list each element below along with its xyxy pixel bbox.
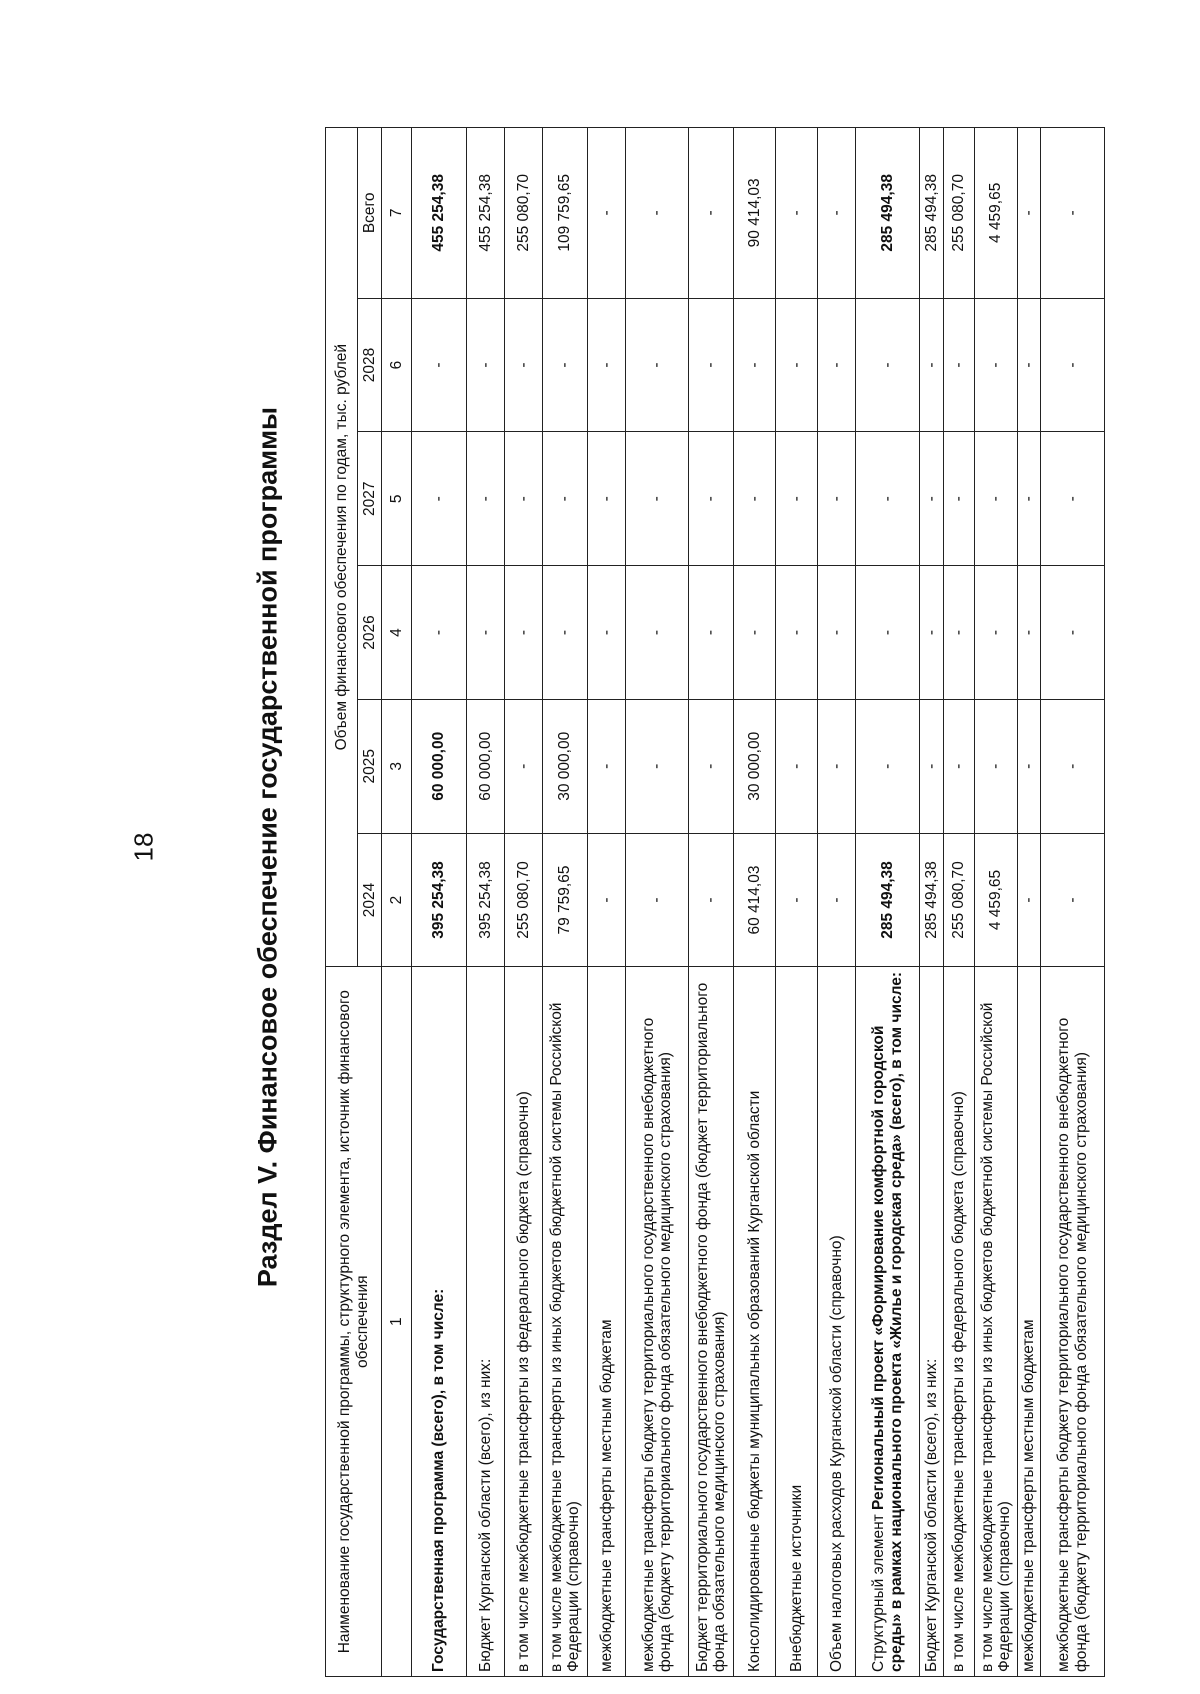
header-year: 2024 [358, 833, 382, 967]
cell-2025: 30 000,00 [733, 699, 775, 833]
row-name [856, 967, 920, 1677]
cell-2024: 60 414,03 [733, 833, 775, 967]
row-name-prefix: Структурный элемент [870, 1509, 888, 1672]
cell-2027: - [943, 432, 975, 566]
table-row [505, 128, 543, 1677]
col-number: 3 [382, 699, 412, 833]
cell-2028: - [856, 298, 920, 432]
cell-total: - [818, 128, 856, 299]
table-row [856, 128, 920, 1677]
cell-total: - [776, 128, 818, 299]
cell-2026: - [467, 566, 505, 700]
row-name: Консолидированные бюджеты муниципальных образований Курганской области [733, 967, 775, 1677]
cell-2025: - [856, 699, 920, 833]
cell-2027: - [587, 432, 625, 566]
table-row [943, 128, 975, 1677]
row-name: в том числе межбюджетные трансферты из федерального бюджета (справочно) [943, 967, 975, 1677]
cell-total: 255 080,70 [943, 128, 975, 299]
cell-total: 455 254,38 [412, 128, 467, 299]
cell-total: 4 459,65 [975, 128, 1017, 299]
cell-2025: - [776, 699, 818, 833]
table-row [543, 128, 587, 1677]
cell-2025: 30 000,00 [543, 699, 587, 833]
cell-2024: - [1017, 833, 1041, 967]
table-row [818, 128, 856, 1677]
cell-2028: - [412, 298, 467, 432]
cell-2027: - [689, 432, 733, 566]
cell-2026: - [818, 566, 856, 700]
header-total: Всего [358, 128, 382, 299]
cell-2027: - [818, 432, 856, 566]
cell-2026: - [919, 566, 943, 700]
cell-2025: - [689, 699, 733, 833]
cell-2026: - [856, 566, 920, 700]
financing-table-wrapper [325, 127, 1105, 1677]
cell-2027: - [625, 432, 689, 566]
header-group: Объем финансового обеспечения по годам, тыс. рублей [326, 128, 358, 967]
row-name: Государственная программа (всего), в том числе: [412, 967, 467, 1677]
cell-2025: - [943, 699, 975, 833]
cell-2028: - [919, 298, 943, 432]
cell-2025: 60 000,00 [412, 699, 467, 833]
header-name-column: Наименование государственной программы, структурного элемента, источник финансового обеспечения [326, 967, 382, 1677]
page-number: 18 [128, 832, 159, 862]
cell-2027: - [467, 432, 505, 566]
cell-2028: - [733, 298, 775, 432]
cell-2024: 4 459,65 [975, 833, 1017, 967]
table-row [625, 128, 689, 1677]
cell-2028: - [467, 298, 505, 432]
table-row [467, 128, 505, 1677]
cell-2025: - [587, 699, 625, 833]
row-name: Внебюджетные источники [776, 967, 818, 1677]
cell-2028: - [975, 298, 1017, 432]
cell-total: 285 494,38 [919, 128, 943, 299]
header-year: 2026 [358, 566, 382, 700]
cell-2027: - [856, 432, 920, 566]
cell-2028: - [587, 298, 625, 432]
row-name: в том числе межбюджетные трансферты из федерального бюджета (справочно) [505, 967, 543, 1677]
row-name: межбюджетные трансферты бюджету территориального государственного внебюджетного фонда (бюджету территориального фонда обязательного медицинского страхования) [1041, 967, 1105, 1677]
cell-2025: - [818, 699, 856, 833]
cell-total: - [1017, 128, 1041, 299]
row-name: Бюджет Курганской области (всего), из них: [467, 967, 505, 1677]
cell-2027: - [412, 432, 467, 566]
cell-2026: - [543, 566, 587, 700]
cell-2027: - [733, 432, 775, 566]
row-name: межбюджетные трансферты местным бюджетам [1017, 967, 1041, 1677]
cell-2028: - [689, 298, 733, 432]
row-name: Объем налоговых расходов Курганской области (справочно) [818, 967, 856, 1677]
cell-2026: - [625, 566, 689, 700]
table-row [1041, 128, 1105, 1677]
column-numbers-row [382, 128, 412, 1677]
cell-2028: - [1041, 298, 1105, 432]
cell-2025: - [919, 699, 943, 833]
table-row [1017, 128, 1041, 1677]
header-year: 2025 [358, 699, 382, 833]
cell-2027: - [975, 432, 1017, 566]
cell-2024: - [776, 833, 818, 967]
cell-2024: 395 254,38 [467, 833, 505, 967]
col-number: 5 [382, 432, 412, 566]
cell-2024: - [587, 833, 625, 967]
cell-2024: - [689, 833, 733, 967]
cell-2026: - [505, 566, 543, 700]
cell-2024: 255 080,70 [505, 833, 543, 967]
cell-total: - [689, 128, 733, 299]
col-number: 4 [382, 566, 412, 700]
table-row [689, 128, 733, 1677]
col-number: 1 [382, 967, 412, 1677]
row-name: в том числе межбюджетные трансферты из иных бюджетов бюджетной системы Российской Федерации (справочно) [543, 967, 587, 1677]
cell-2024: - [818, 833, 856, 967]
cell-2026: - [1017, 566, 1041, 700]
col-number: 7 [382, 128, 412, 299]
col-number: 2 [382, 833, 412, 967]
table-row [733, 128, 775, 1677]
cell-total: - [587, 128, 625, 299]
cell-total: - [625, 128, 689, 299]
cell-total: - [1041, 128, 1105, 299]
row-name: Бюджет Курганской области (всего), из них: [919, 967, 943, 1677]
cell-total: 109 759,65 [543, 128, 587, 299]
cell-2028: - [1017, 298, 1041, 432]
cell-2026: - [975, 566, 1017, 700]
cell-2027: - [505, 432, 543, 566]
section-title: Раздел V. Финансовое обеспечение государственной программы [252, 406, 283, 1288]
cell-2028: - [818, 298, 856, 432]
cell-2028: - [776, 298, 818, 432]
cell-2027: - [776, 432, 818, 566]
table-row [776, 128, 818, 1677]
row-name: межбюджетные трансферты местным бюджетам [587, 967, 625, 1677]
cell-2027: - [919, 432, 943, 566]
cell-2028: - [625, 298, 689, 432]
row-name: Бюджет территориального государственного внебюджетного фонда (бюджет территориального фонда обязательного медицинского страхования) [689, 967, 733, 1677]
cell-2026: - [1041, 566, 1105, 700]
cell-total: 285 494,38 [856, 128, 920, 299]
cell-2025: 60 000,00 [467, 699, 505, 833]
cell-2025: - [625, 699, 689, 833]
cell-total: 90 414,03 [733, 128, 775, 299]
financing-table [325, 127, 1105, 1677]
cell-2028: - [943, 298, 975, 432]
table-row [587, 128, 625, 1677]
cell-2026: - [412, 566, 467, 700]
cell-2025: - [505, 699, 543, 833]
row-name-bold: Региональный проект «Формирование комфортной городской среды» в рамках национального проекта «Жилье и городская среда» (всего), в том числе: [870, 971, 905, 1672]
header-year: 2027 [358, 432, 382, 566]
cell-total: 255 080,70 [505, 128, 543, 299]
cell-2025: - [1041, 699, 1105, 833]
cell-2025: - [1017, 699, 1041, 833]
header-year: 2028 [358, 298, 382, 432]
table-row [975, 128, 1017, 1677]
cell-2026: - [689, 566, 733, 700]
cell-2027: - [1041, 432, 1105, 566]
cell-2024: - [625, 833, 689, 967]
cell-2026: - [943, 566, 975, 700]
cell-2028: - [543, 298, 587, 432]
cell-2028: - [505, 298, 543, 432]
cell-2026: - [776, 566, 818, 700]
row-name: межбюджетные трансферты бюджету территориального государственного внебюджетного фонда (бюджету территориального фонда обязательного медицинского страхования) [625, 967, 689, 1677]
cell-2026: - [733, 566, 775, 700]
cell-2024: - [1041, 833, 1105, 967]
row-name: в том числе межбюджетные трансферты из иных бюджетов бюджетной системы Российской Федерации (справочно) [975, 967, 1017, 1677]
cell-2024: 255 080,70 [943, 833, 975, 967]
table-row [412, 128, 467, 1677]
cell-2027: - [1017, 432, 1041, 566]
col-number: 6 [382, 298, 412, 432]
cell-2024: 79 759,65 [543, 833, 587, 967]
cell-2024: 285 494,38 [919, 833, 943, 967]
cell-total: 455 254,38 [467, 128, 505, 299]
cell-2025: - [975, 699, 1017, 833]
cell-2024: 285 494,38 [856, 833, 920, 967]
cell-2026: - [587, 566, 625, 700]
cell-2027: - [543, 432, 587, 566]
table-row [919, 128, 943, 1677]
cell-2024: 395 254,38 [412, 833, 467, 967]
